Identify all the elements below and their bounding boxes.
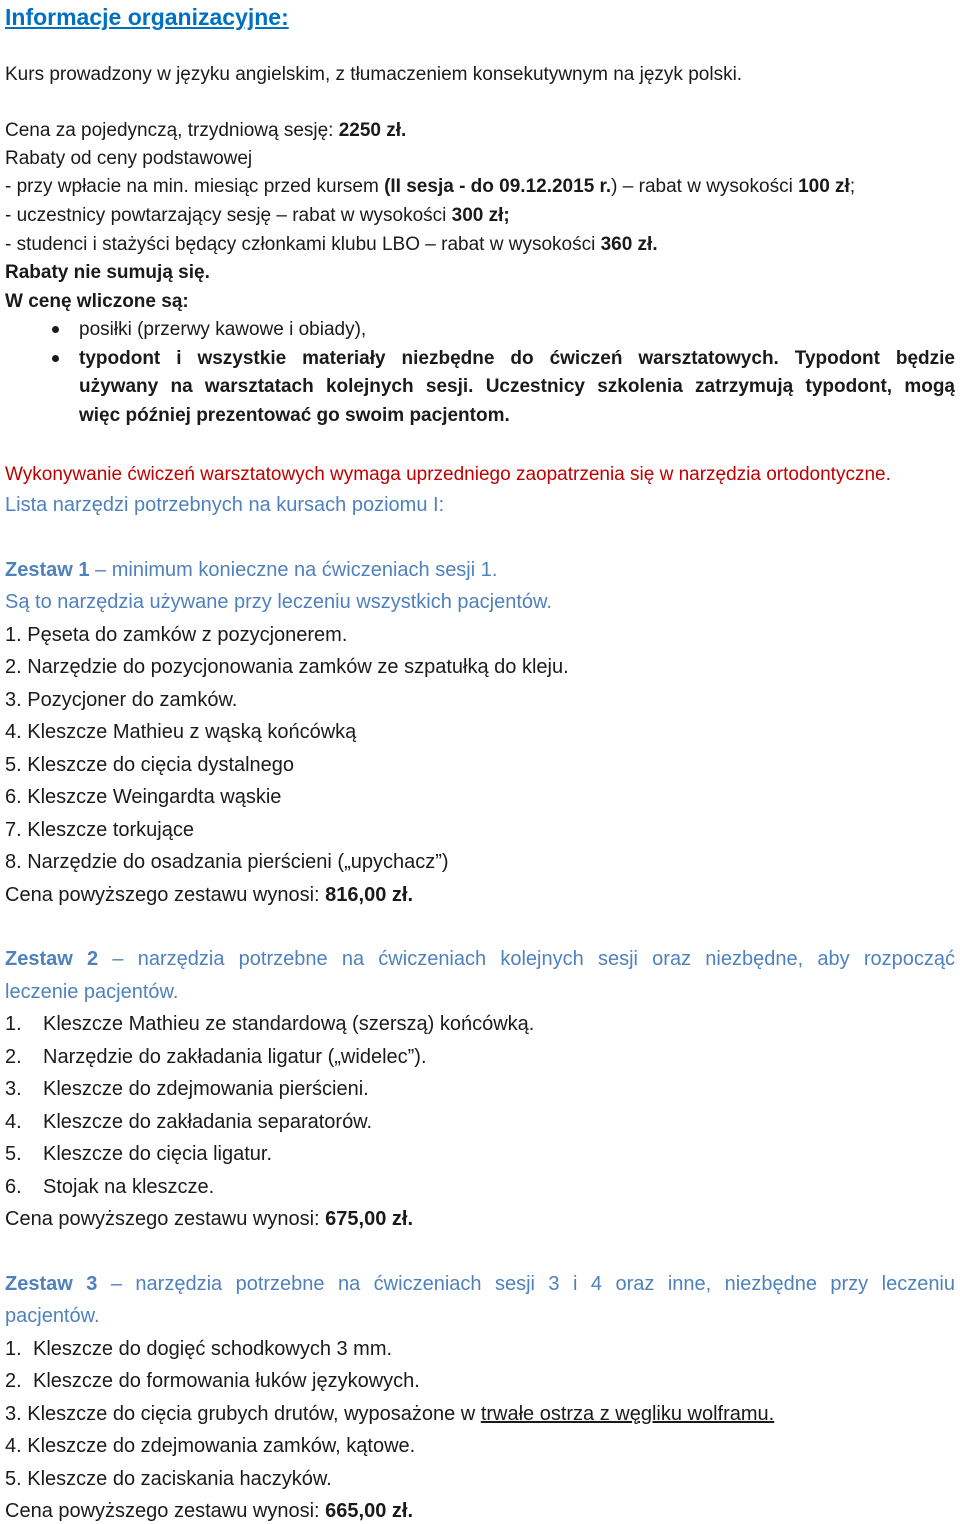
discounts-title: Rabaty od ceny podstawowej — [5, 148, 253, 169]
set2-desc-l1: – narzędzia potrzebne na ćwiczeniach kolejnych sesji oraz niezbędne, aby rozpocząć — [98, 948, 956, 970]
set1-item: 5. Kleszcze do cięcia dystalnego — [5, 754, 295, 776]
set1-item: 4. Kleszcze Mathieu z wąską końcówką — [5, 721, 357, 743]
discount-3: - studenci i stażyści będący członkami klubu LBO – rabat w wysokości 360 zł. — [5, 234, 658, 255]
set3-item: 4. Kleszcze do zdejmowania zamków, kątowe. — [5, 1435, 416, 1457]
set1-name: Zestaw 1 — [5, 559, 90, 581]
set3-desc-l2: pacjentów. — [5, 1305, 100, 1327]
tungsten-carbide-note: trwałe ostrza z węgliku wolframu. — [480, 1403, 775, 1425]
set3-item: 3. Kleszcze do cięcia grubych drutów, wyposażone w trwałe ostrza z węgliku wolframu. — [5, 1403, 775, 1425]
tools-list-title: Lista narzędzi potrzebnych na kursach poziomu I: — [5, 494, 445, 516]
included-item-typodont-l3: więc później prezentować go swoim pacjentom. — [79, 405, 510, 426]
set1-item: 2. Narzędzie do pozycjonowania zamków ze szpatułką do kleju. — [5, 656, 569, 678]
set1-item: 8. Narzędzie do osadzania pierścieni („upychacz”) — [5, 851, 449, 873]
set3-item: 2. Kleszcze do formowania łuków językowych. — [5, 1370, 420, 1392]
set1-desc: – minimum konieczne na ćwiczeniach sesji 1. — [89, 559, 498, 581]
set1-price: Cena powyższego zestawu wynosi: 816,00 zł. — [5, 884, 413, 906]
set1-item: 7. Kleszcze torkujące — [5, 819, 194, 841]
discount-1: - przy wpłacie na min. miesiąc przed kursem (II sesja - do 09.12.2015 r.) – rabat w wysokości 100 zł; — [5, 176, 856, 197]
included-title: W cenę wliczone są: — [5, 291, 189, 312]
intro-text: Kurs prowadzony w języku angielskim, z tłumaczeniem konsekutywnym na język polski. — [5, 64, 743, 85]
included-item-typodont-l1: typodont i wszystkie materiały niezbędne do ćwiczeń warsztatowych. Typodont będzie — [79, 348, 955, 369]
set2-item: 6. Stojak na kleszcze. — [5, 1176, 215, 1198]
included-item-typodont-l2: używany na warsztatach kolejnych sesji. Uczestnicy szkolenia zatrzymują typodont, mogą — [79, 376, 955, 397]
set1-item: 3. Pozycjoner do zamków. — [5, 689, 238, 711]
set3-name: Zestaw 3 — [5, 1273, 98, 1295]
set1-item: 6. Kleszcze Weingardta wąskie — [5, 786, 282, 808]
price-label: Cena za pojedynczą, trzydniową sesję: — [5, 120, 339, 141]
set3-item: 1. Kleszcze do dogięć schodkowych 3 mm. — [5, 1338, 393, 1360]
set1-header — [5, 558, 955, 582]
set1-item: 1. Pęseta do zamków z pozycjonerem. — [5, 624, 348, 646]
discount-2: - uczestnicy powtarzający sesję – rabat w wysokości 300 zł; — [5, 205, 510, 226]
set2-name: Zestaw 2 — [5, 948, 99, 970]
set3-item: 5. Kleszcze do zaciskania haczyków. — [5, 1468, 332, 1490]
set3-price: Cena powyższego zestawu wynosi: 665,00 zł. — [5, 1500, 413, 1522]
set2-price: Cena powyższego zestawu wynosi: 675,00 zł. — [5, 1208, 413, 1230]
bullet-icon — [52, 326, 59, 333]
set2-item: 5. Kleszcze do cięcia ligatur. — [5, 1143, 273, 1165]
set2-header — [5, 947, 955, 971]
price-line — [5, 119, 955, 143]
set2-item: 2. Narzędzie do zakładania ligatur („widelec”). — [5, 1046, 427, 1068]
included-item-meals: posiłki (przerwy kawowe i obiady), — [79, 319, 367, 340]
set2-item: 3. Kleszcze do zdejmowania pierścieni. — [5, 1078, 369, 1100]
set3-desc-l1: – narzędzia potrzebne na ćwiczeniach sesji 3 i 4 oraz inne, niezbędne przy leczeniu — [97, 1273, 956, 1295]
set1-note: Są to narzędzia używane przy leczeniu wszystkich pacjentów. — [5, 591, 552, 613]
warning-text: Wykonywanie ćwiczeń warsztatowych wymaga uprzedniego zaopatrzenia się w narzędzia ortodontyczne. — [5, 464, 891, 485]
price-value: 2250 zł. — [338, 120, 407, 141]
page-title: Informacje organizacyjne: — [5, 4, 289, 30]
discounts-no-sum: Rabaty nie sumują się. — [5, 262, 210, 283]
set3-header — [5, 1272, 955, 1296]
set2-item: 1. Kleszcze Mathieu ze standardową (szerszą) końcówką. — [5, 1013, 535, 1035]
set2-desc-l2: leczenie pacjentów. — [5, 981, 179, 1003]
set2-item: 4. Kleszcze do zakładania separatorów. — [5, 1111, 373, 1133]
bullet-icon — [52, 355, 59, 362]
